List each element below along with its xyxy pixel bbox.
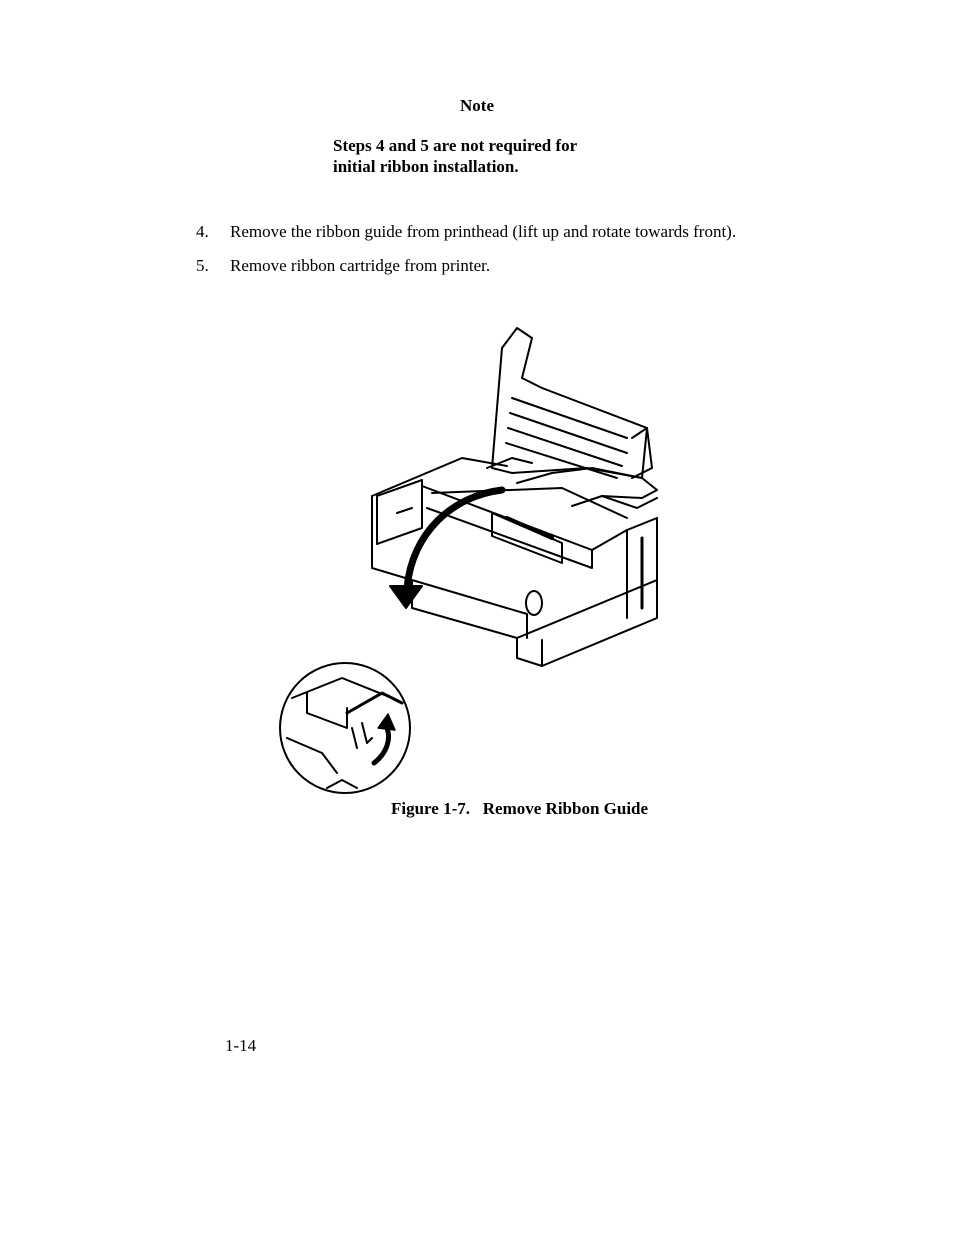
carriage (422, 486, 592, 568)
note-line: initial ribbon installation. (333, 157, 519, 176)
knob (526, 591, 542, 615)
page-number: 1-14 (225, 1036, 257, 1055)
step-number: 5. (196, 256, 209, 275)
step-text: Remove ribbon cartridge from printer. (230, 256, 491, 275)
detail-arrow (374, 726, 389, 763)
hand (517, 468, 657, 506)
note-line: Steps 4 and 5 are not required for (333, 136, 578, 155)
step-number: 4. (196, 222, 209, 241)
printer-illustration (262, 318, 682, 802)
figure-caption: Figure 1-7. Remove Ribbon Guide (391, 799, 649, 818)
step-item (196, 222, 736, 242)
note-body (333, 135, 653, 177)
step-text: Remove the ribbon guide from printhead (lift up and rotate towards front). (230, 222, 737, 241)
step-item (196, 256, 490, 276)
printer-lid (492, 328, 647, 478)
note-title: Note (460, 96, 494, 115)
